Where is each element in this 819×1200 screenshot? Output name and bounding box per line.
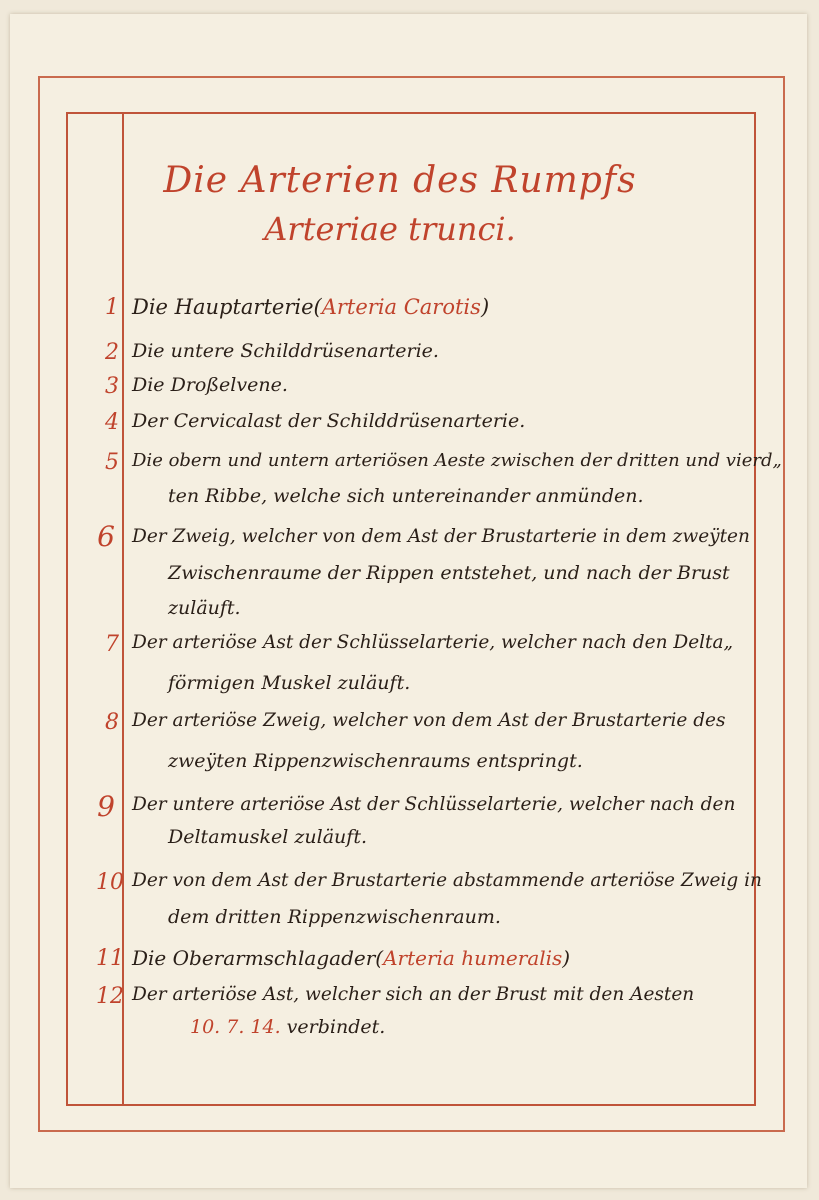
- page-title-german: Die Arterien des Rumpfs: [163, 160, 637, 201]
- item-text-continued: zweÿten Rippenzwischenraums entspringt.: [168, 750, 583, 772]
- item-text: Die obern und untern arteriösen Aeste zwischen der dritten und vierd„: [132, 450, 782, 471]
- item-text: Der arteriöse Ast, welcher sich an der Brust mit den Aesten: [132, 984, 695, 1005]
- item-text: Der Zweig, welcher von dem Ast der Brustarterie in dem zweÿten: [132, 526, 750, 547]
- item-number: 4: [105, 410, 119, 435]
- item-number: 9: [97, 790, 115, 823]
- item-text-continued: zuläuft.: [168, 597, 241, 619]
- item-text-continued: förmigen Muskel zuläuft.: [168, 672, 411, 694]
- item-number: 3: [105, 374, 119, 399]
- latin-term: Arteria humeralis: [383, 946, 563, 970]
- item-text-continued: [190, 1016, 385, 1038]
- item-text-continued: dem dritten Rippenzwischenraum.: [168, 906, 501, 928]
- item-text-part: ): [562, 946, 571, 970]
- item-text: Der arteriöse Zweig, welcher von dem Ast der Brustarterie des: [132, 710, 726, 731]
- item-text-continued: Deltamuskel zuläuft.: [168, 826, 367, 848]
- item-number: 5: [105, 450, 119, 475]
- item-number: 1: [105, 295, 119, 320]
- item-text: Der Cervicalast der Schilddrüsenarterie.: [132, 410, 526, 432]
- page-title-latin: Arteriae trunci.: [264, 210, 516, 248]
- item-number: 6: [97, 520, 115, 553]
- item-text-part: Die Oberarmschlagader(: [132, 946, 384, 970]
- item-text-part: ): [480, 295, 490, 319]
- item-number: 11: [96, 946, 124, 971]
- item-number: 12: [96, 984, 124, 1009]
- item-text: Der arteriöse Ast der Schlüsselarterie, welcher nach den Delta„: [132, 632, 734, 653]
- item-text: Der untere arteriöse Ast der Schlüsselarterie, welcher nach den: [132, 794, 736, 815]
- item-number: 8: [105, 710, 119, 735]
- item-text: Die untere Schilddrüsenarterie.: [132, 340, 439, 362]
- item-number: 2: [105, 340, 119, 365]
- latin-term: Arteria Carotis: [321, 295, 481, 319]
- item-text: Die Droßelvene.: [132, 374, 288, 396]
- item-text: [132, 295, 489, 319]
- item-number: 7: [105, 632, 119, 657]
- item-text-part: Die Hauptarterie(: [132, 295, 322, 319]
- item-text-continued: ten Ribbe, welche sich untereinander anmünden.: [168, 485, 644, 507]
- item-number: 10: [96, 870, 124, 895]
- item-text-continued: Zwischenraume der Rippen entstehet, und nach der Brust: [168, 562, 730, 584]
- cross-reference-numbers: 10. 7. 14.: [190, 1016, 281, 1038]
- item-text-part: verbindet.: [280, 1016, 386, 1038]
- item-text: Der von dem Ast der Brustarterie abstammende arteriöse Zweig in: [132, 870, 762, 891]
- item-text: [132, 946, 570, 970]
